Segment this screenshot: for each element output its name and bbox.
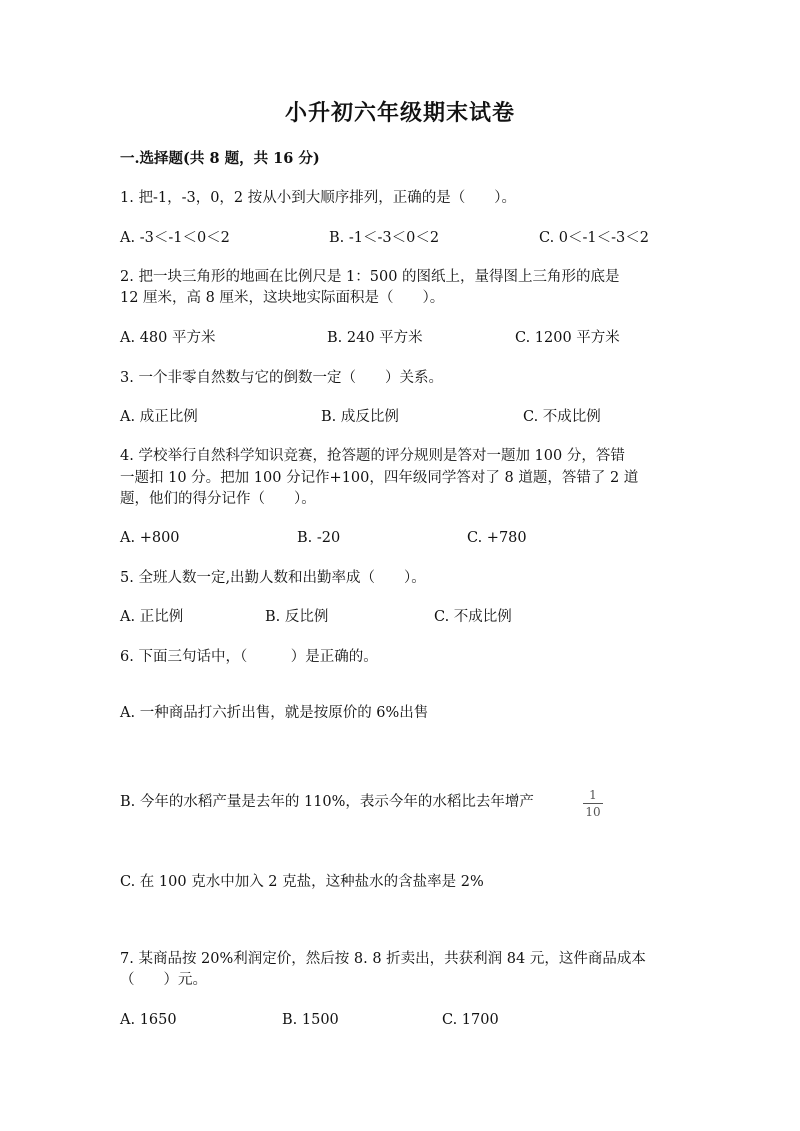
question-5-option-b: B. 反比例 [265, 609, 329, 625]
fraction-denominator: 10 [585, 805, 601, 819]
question-7-text-line-1: 7. 某商品按 20%利润定价，然后按 8. 8 折卖出，共获利润 84 元，这件商品成本 [120, 951, 646, 967]
question-5-option-c: C. 不成比例 [434, 609, 512, 625]
question-1-option-c: C. 0＜-1＜-3＜2 [539, 230, 649, 246]
question-2-option-c: C. 1200 平方米 [515, 330, 620, 346]
fraction-bar [583, 803, 603, 804]
question-3-text: 3. 一个非零自然数与它的倒数一定（ ）关系。 [120, 370, 443, 386]
question-6-option-a: A. 一种商品打六折出售，就是按原价的 6%出售 [120, 705, 429, 721]
question-6-option-b: B. 今年的水稻产量是去年的 110%，表示今年的水稻比去年增产 [120, 794, 534, 810]
question-4-option-c: C. +780 [467, 530, 527, 546]
page-title: 小升初六年级期末试卷 [284, 100, 515, 126]
question-5-text: 5. 全班人数一定,出勤人数和出勤率成（ ）。 [120, 570, 426, 586]
question-4-text-line-3: 题，他们的得分记作（ ）。 [120, 491, 316, 507]
question-3-option-a: A. 成正比例 [120, 409, 198, 425]
question-2-text-line-1: 2. 把一块三角形的地画在比例尺是 1：500 的图纸上，量得图上三角形的底是 [120, 269, 620, 285]
section-heading: 一.选择题(共 8 题，共 16 分) [120, 150, 320, 167]
fraction-one-tenth [583, 788, 603, 819]
fraction-numerator: 1 [589, 788, 597, 802]
question-2-option-a: A. 480 平方米 [120, 330, 216, 346]
question-3-option-c: C. 不成比例 [523, 409, 601, 425]
question-7-option-c: C. 1700 [442, 1012, 499, 1028]
question-4-option-a: A. +800 [120, 530, 180, 546]
question-1-option-a: A. -3＜-1＜0＜2 [120, 230, 230, 246]
question-4-text-line-1: 4. 学校举行自然科学知识竞赛，抢答题的评分规则是答对一题加 100 分，答错 [120, 448, 625, 464]
question-5-option-a: A. 正比例 [120, 609, 184, 625]
question-6-text: 6. 下面三句话中，（ ）是正确的。 [120, 649, 378, 665]
question-2-option-b: B. 240 平方米 [327, 330, 423, 346]
question-6-option-c: C. 在 100 克水中加入 2 克盐，这种盐水的含盐率是 2% [120, 874, 484, 890]
question-4-option-b: B. -20 [297, 530, 341, 546]
question-2-text-line-2: 12 厘米，高 8 厘米，这块地实际面积是（ ）。 [120, 290, 445, 306]
question-1-option-b: B. -1＜-3＜0＜2 [329, 230, 440, 246]
question-3-option-b: B. 成反比例 [321, 409, 399, 425]
question-7-option-b: B. 1500 [282, 1012, 339, 1028]
question-7-option-a: A. 1650 [120, 1012, 177, 1028]
question-7-text-line-2: （ ）元。 [120, 972, 207, 988]
question-1-text: 1. 把-1，-3，0，2 按从小到大顺序排列，正确的是（ ）。 [120, 190, 517, 206]
question-4-text-line-2: 一题扣 10 分。把加 100 分记作+100，四年级同学答对了 8 道题，答错了 2 道 [120, 470, 639, 486]
